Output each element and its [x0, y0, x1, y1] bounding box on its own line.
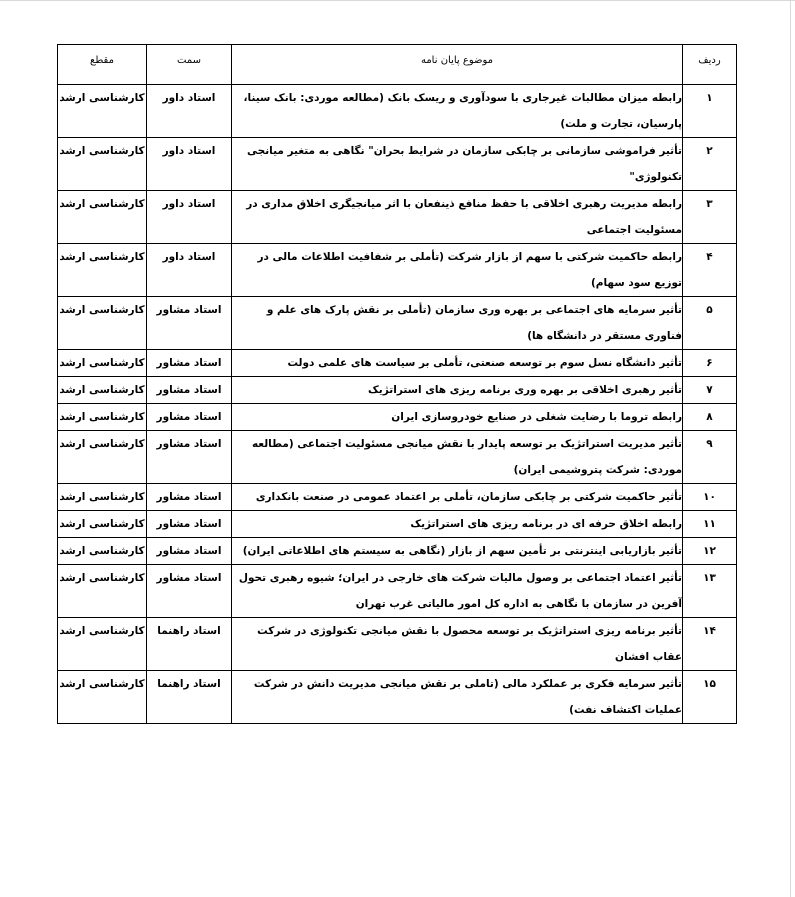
topic-cell: تأثیر حاکمیت شرکتی بر چابکی سازمان، تأملی بر اعتماد عمومی در صنعت بانکداری — [232, 484, 683, 511]
thesis-table — [57, 44, 737, 724]
level-cell: کارشناسی ارشد — [58, 511, 147, 538]
table-row — [58, 404, 737, 431]
topic-cell: رابطه میزان مطالبات غیرجاری با سودآوری و ریسک بانک (مطالعه موردی: بانک سینا، پارسیان، تجارت و ملت) — [232, 85, 683, 138]
role-cell: استاد مشاور — [147, 350, 232, 377]
table-row — [58, 484, 737, 511]
topic-cell: رابطه اخلاق حرفه ای در برنامه ریزی های استراتژیک — [232, 511, 683, 538]
level-cell: کارشناسی ارشد — [58, 297, 147, 350]
row-number-cell: ۱۵ — [683, 671, 737, 724]
topic-cell: تأثیر سرمایه های اجتماعی بر بهره وری سازمان (تأملی بر نقش پارک های علم و فناوری مستقر در دانشگاه ها) — [232, 297, 683, 350]
role-cell: استاد مشاور — [147, 565, 232, 618]
table-body — [58, 85, 737, 724]
table-row — [58, 565, 737, 618]
level-cell: کارشناسی ارشد — [58, 671, 147, 724]
row-number-cell: ۴ — [683, 244, 737, 297]
level-cell: کارشناسی ارشد — [58, 404, 147, 431]
row-number-cell: ۷ — [683, 377, 737, 404]
page-right-edge — [790, 0, 791, 897]
row-number-cell: ۶ — [683, 350, 737, 377]
row-number-cell: ۲ — [683, 138, 737, 191]
topic-cell: تأثیر برنامه ریزی استراتژیک بر توسعه محصول با نقش میانجی تکنولوژی در شرکت عقاب افشان — [232, 618, 683, 671]
header-topic: موضوع پایان نامه — [232, 45, 683, 85]
header-role: سمت — [147, 45, 232, 85]
topic-cell: رابطه حاکمیت شرکتی با سهم از بازار شرکت (تأملی بر شفافیت اطلاعات مالی در توزیع سود سهام) — [232, 244, 683, 297]
table-row — [58, 671, 737, 724]
page-top-edge — [0, 0, 795, 1]
table-row — [58, 138, 737, 191]
role-cell: استاد داور — [147, 244, 232, 297]
level-cell: کارشناسی ارشد — [58, 350, 147, 377]
level-cell: کارشناسی ارشد — [58, 85, 147, 138]
row-number-cell: ۸ — [683, 404, 737, 431]
topic-cell: تأثیر رهبری اخلاقی بر بهره وری برنامه ریزی های استراتژیک — [232, 377, 683, 404]
level-cell: کارشناسی ارشد — [58, 244, 147, 297]
role-cell: استاد داور — [147, 138, 232, 191]
level-cell: کارشناسی ارشد — [58, 431, 147, 484]
role-cell: استاد مشاور — [147, 538, 232, 565]
topic-cell: رابطه تروما با رضایت شغلی در صنایع خودروسازی ایران — [232, 404, 683, 431]
row-number-cell: ۱۱ — [683, 511, 737, 538]
row-number-cell: ۱۲ — [683, 538, 737, 565]
table-row — [58, 511, 737, 538]
table-row — [58, 191, 737, 244]
topic-cell: تأثیر بازاریابی اینترنتی بر تأمین سهم از بازار (نگاهی به سیستم های اطلاعاتی ایران) — [232, 538, 683, 565]
topic-cell: تأثیر مدیریت استراتژیک بر توسعه پایدار با نقش میانجی مسئولیت اجتماعی (مطالعه موردی: شرکت پتروشیمی ایران) — [232, 431, 683, 484]
topic-cell: رابطه مدیریت رهبری اخلاقی با حفظ منافع ذینفعان با اثر میانجیگری اخلاق مداری در مسئولیت اجتماعی — [232, 191, 683, 244]
row-number-cell: ۱۳ — [683, 565, 737, 618]
role-cell: استاد مشاور — [147, 511, 232, 538]
table-row — [58, 297, 737, 350]
level-cell: کارشناسی ارشد — [58, 618, 147, 671]
role-cell: استاد راهنما — [147, 671, 232, 724]
table-row — [58, 350, 737, 377]
row-number-cell: ۱۰ — [683, 484, 737, 511]
level-cell: کارشناسی ارشد — [58, 484, 147, 511]
level-cell: کارشناسی ارشد — [58, 191, 147, 244]
table-row — [58, 431, 737, 484]
topic-cell: تأثیر سرمایه فکری بر عملکرد مالی (تاملی بر نقش میانجی مدیریت دانش در شرکت عملیات اکتشاف نفت) — [232, 671, 683, 724]
level-cell: کارشناسی ارشد — [58, 538, 147, 565]
table-header-row — [58, 45, 737, 85]
row-number-cell: ۳ — [683, 191, 737, 244]
table-row — [58, 618, 737, 671]
role-cell: استاد داور — [147, 191, 232, 244]
role-cell: استاد داور — [147, 85, 232, 138]
role-cell: استاد راهنما — [147, 618, 232, 671]
role-cell: استاد مشاور — [147, 484, 232, 511]
level-cell: کارشناسی ارشد — [58, 565, 147, 618]
row-number-cell: ۹ — [683, 431, 737, 484]
table-row — [58, 244, 737, 297]
table-row — [58, 85, 737, 138]
topic-cell: تأثیر فراموشی سازمانی بر چابکی سازمان در شرایط بحران" نگاهی به متغیر میانجی تکنولوژی" — [232, 138, 683, 191]
header-row-number: ردیف — [683, 45, 737, 85]
topic-cell: تأثیر دانشگاه نسل سوم بر توسعه صنعتی، تأملی بر سیاست های علمی دولت — [232, 350, 683, 377]
role-cell: استاد مشاور — [147, 404, 232, 431]
table-row — [58, 377, 737, 404]
role-cell: استاد مشاور — [147, 431, 232, 484]
role-cell: استاد مشاور — [147, 297, 232, 350]
level-cell: کارشناسی ارشد — [58, 138, 147, 191]
level-cell: کارشناسی ارشد — [58, 377, 147, 404]
role-cell: استاد مشاور — [147, 377, 232, 404]
table-row — [58, 538, 737, 565]
row-number-cell: ۱ — [683, 85, 737, 138]
row-number-cell: ۱۴ — [683, 618, 737, 671]
row-number-cell: ۵ — [683, 297, 737, 350]
topic-cell: تأثیر اعتماد اجتماعی بر وصول مالیات شرکت های خارجی در ایران؛ شیوه رهبری تحول آفرین در سازمان با نگاهی به اداره کل امور مالیاتی غرب تهران — [232, 565, 683, 618]
header-level: مقطع — [58, 45, 147, 85]
